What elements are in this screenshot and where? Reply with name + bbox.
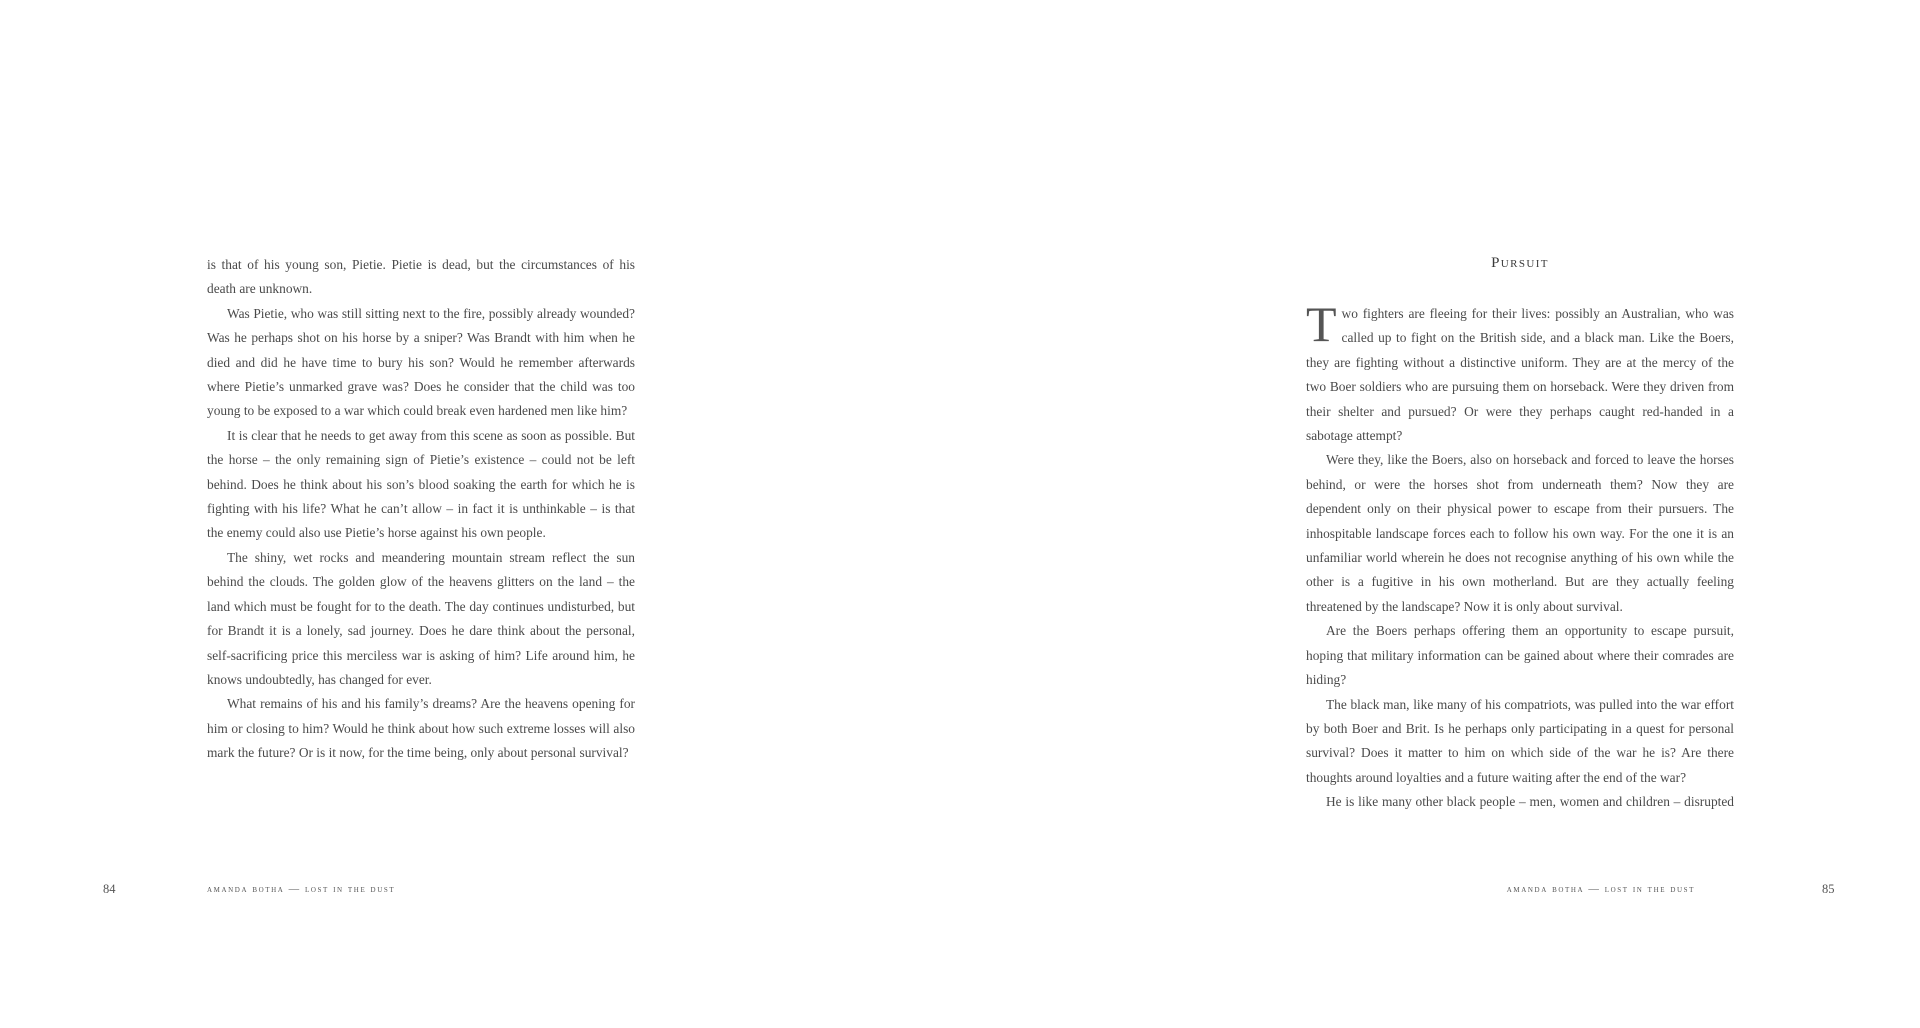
- running-head: amanda botha — lost in the dust: [207, 884, 396, 895]
- paragraph: It is clear that he needs to get away from this scene as soon as possible. But the horse – the only remaining sign of Pietie’s existence – could not be left behind. Does he think about his son’s blood soaking the earth for which he is fighting with his life? What he can’t allow – in fact it is unthinkable – is that the enemy could also use Pietie’s horse against his own people.: [207, 427, 635, 541]
- right-page: [960, 0, 1920, 1028]
- paragraph: What remains of his and his family’s dreams? Are the heavens opening for him or closing to him? Would he think about how such extreme losses will also mark the future? Or is it now, for the time being, only about personal survival?: [207, 696, 635, 761]
- page-number: 85: [1822, 882, 1835, 896]
- opening-paragraph-text: wo fighters are fleeing for their lives: possibly an Australian, who was called up to fight on the British side, and a black man. Like the Boers, they are fighting without a distinctive uniform. They are at the mercy of the two Boer soldiers who are pursuing them on horseback. Were they driven from their shelter and pursued? Or were they perhaps caught red-handed in a sabotage attempt?: [1306, 306, 1734, 444]
- paragraph: Was Pietie, who was still sitting next to the fire, possibly already wounded? Was he perhaps shot on his horse by a sniper? Was Brandt with him when he died and did he have time to bury his son? Would he remember afterwards where Pietie’s unmarked grave was? Does he consider that the child was too young to be exposed to a war which could break even hardened men like him?: [207, 305, 635, 419]
- opening-paragraph: [1306, 296, 1734, 448]
- paragraph-continues: He is like many other black people – men, women and children – disrupted: [1326, 794, 1734, 810]
- page-number: 84: [103, 882, 116, 896]
- running-head: amanda botha — lost in the dust: [1506, 884, 1695, 895]
- paragraph: Are the Boers perhaps offering them an opportunity to escape pursuit, hoping that military information can be gained about where their comrades are hiding?: [1306, 623, 1734, 688]
- chapter-title: Pursuit: [1491, 255, 1549, 271]
- paragraph: The black man, like many of his compatriots, was pulled into the war effort by both Boer and Brit. Is he perhaps only participating in a quest for personal survival? Does it matter to him on which side of the war he is? Are there thoughts around loyalties and a future waiting after the end of the war?: [1306, 696, 1734, 785]
- paragraph: is that of his young son, Pietie. Pietie is dead, but the circumstances of his death are unknown.: [207, 257, 635, 297]
- left-page-body: [207, 253, 635, 766]
- right-page-body: [1306, 296, 1734, 815]
- drop-cap: T: [1306, 296, 1337, 352]
- paragraph: Were they, like the Boers, also on horseback and forced to leave the horses behind, or were the horses shot from underneath them? Now they are dependent only on their physical power to escape from their pursuers. The inhospitable landscape forces each to follow his own way. For the one it is an unfamiliar world wherein he does not recognise anything of his own while the other is a fugitive in his own motherland. But are they actually feeling threatened by the landscape? Now it is only about survival.: [1306, 452, 1734, 614]
- paragraph: The shiny, wet rocks and meandering mountain stream reflect the sun behind the clouds. The golden glow of the heavens glitters on the land – the land which must be fought for to the death. The day continues undisturbed, but for Brandt it is a lonely, sad journey. Does he dare think about the personal, self-sacrificing price this merciless war is asking of him? Life around him, he knows undoubtedly, has changed for ever.: [207, 549, 635, 687]
